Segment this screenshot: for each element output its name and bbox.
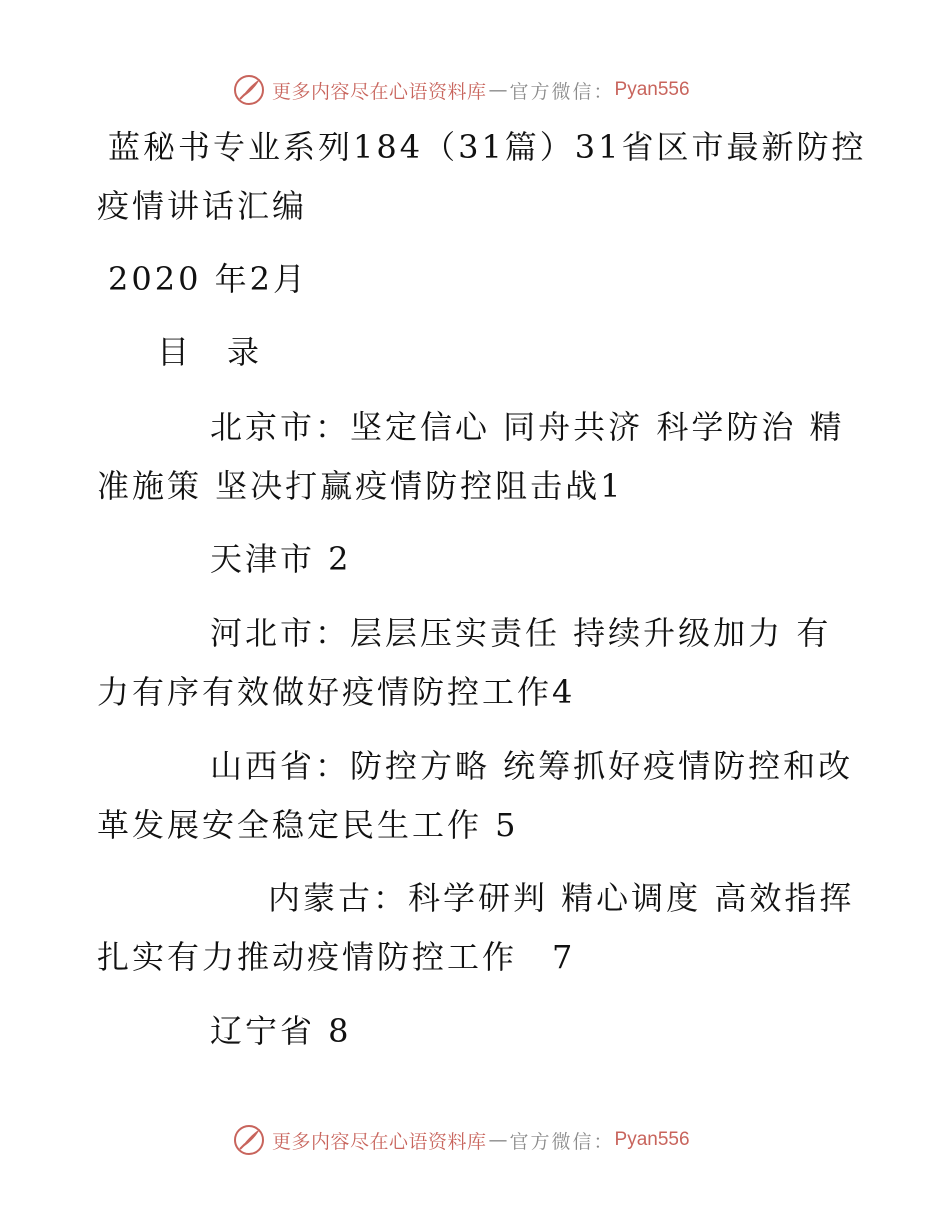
- watermark-header: [232, 72, 690, 108]
- toc-entry-beijing-line1: 北京市：坚定信心 同舟共济 科学防治 精: [210, 408, 845, 446]
- toc-entry-beijing-line2: 准施策 坚决打赢疫情防控阻击战1: [97, 467, 624, 505]
- document-date: 2020 年2月: [108, 260, 308, 298]
- toc-entry-shanxi-line2: 革发展安全稳定民生工作 5: [97, 806, 519, 844]
- feather-pen-logo-icon: [232, 1123, 266, 1157]
- feather-pen-logo-icon: [232, 73, 266, 107]
- watermark-text: 更多内容尽在心语资料库: [272, 1130, 487, 1153]
- watermark-dash: —: [488, 79, 508, 101]
- watermark-official-label: 官方微信：: [509, 1130, 615, 1153]
- watermark-official-label: 官方微信：: [509, 80, 615, 103]
- watermark-wechat-id: Pyan556: [614, 1129, 690, 1150]
- document-title-line2: 疫情讲话汇编: [97, 187, 308, 225]
- watermark-wechat-id: Pyan556: [614, 79, 690, 100]
- toc-heading: 目 录: [157, 333, 263, 371]
- watermark-text: 更多内容尽在心语资料库: [272, 80, 487, 103]
- toc-entry-shanxi-line1: 山西省：防控方略 统筹抓好疫情防控和改: [210, 747, 854, 785]
- toc-entry-tianjin: 天津市 2: [210, 540, 352, 578]
- toc-entry-neimenggu-line2: 扎实有力推动疫情防控工作 7: [97, 938, 576, 976]
- toc-entry-hebei-line2: 力有序有效做好疫情防控工作4: [97, 673, 576, 711]
- watermark-footer: [232, 1122, 690, 1158]
- watermark-dash: —: [488, 1129, 508, 1151]
- document-title-line1: 蓝秘书专业系列184（31篇）31省区市最新防控: [108, 128, 867, 166]
- toc-entry-hebei-line1: 河北市：层层压实责任 持续升级加力 有: [210, 614, 832, 652]
- toc-entry-liaoning: 辽宁省 8: [210, 1012, 352, 1050]
- toc-entry-neimenggu-line1: 内蒙古：科学研判 精心调度 高效指挥: [268, 879, 855, 917]
